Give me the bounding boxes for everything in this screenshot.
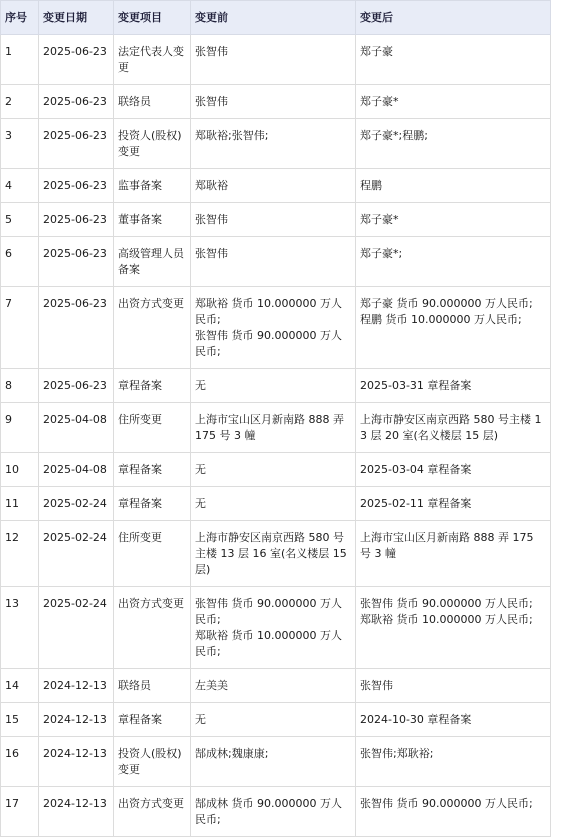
table-row	[1, 35, 551, 85]
cell-item: 监事备案	[114, 169, 191, 203]
cell-item: 章程备案	[114, 487, 191, 521]
cell-item: 高级管理人员备案	[114, 237, 191, 287]
cell-item: 投资人(股权)变更	[114, 737, 191, 787]
cell-after: 2025-02-11 章程备案	[356, 487, 551, 521]
cell-no: 11	[1, 487, 39, 521]
cell-item: 出资方式变更	[114, 787, 191, 837]
cell-date: 2025-06-23	[39, 369, 114, 403]
table-row	[1, 587, 551, 669]
cell-date: 2024-12-13	[39, 787, 114, 837]
cell-date: 2025-04-08	[39, 453, 114, 487]
cell-before: 无	[191, 369, 356, 403]
cell-after: 郑子豪 货币 90.000000 万人民币; 程鹏 货币 10.000000 万人民币;	[356, 287, 551, 369]
cell-no: 12	[1, 521, 39, 587]
header-row	[1, 1, 551, 35]
cell-date: 2025-04-08	[39, 403, 114, 453]
table-row	[1, 521, 551, 587]
table-row	[1, 369, 551, 403]
cell-before: 郜成林 货币 90.000000 万人民币;	[191, 787, 356, 837]
cell-date: 2024-12-13	[39, 669, 114, 703]
cell-before: 张智伟	[191, 237, 356, 287]
cell-item: 法定代表人变更	[114, 35, 191, 85]
table-row	[1, 203, 551, 237]
cell-item: 出资方式变更	[114, 287, 191, 369]
cell-date: 2025-06-23	[39, 203, 114, 237]
cell-no: 3	[1, 119, 39, 169]
cell-item: 联络员	[114, 669, 191, 703]
cell-item: 章程备案	[114, 453, 191, 487]
cell-no: 5	[1, 203, 39, 237]
table-row	[1, 737, 551, 787]
cell-before: 上海市宝山区月新南路 888 弄 175 号 3 幢	[191, 403, 356, 453]
cell-before: 郑耿裕;张智伟;	[191, 119, 356, 169]
cell-item: 住所变更	[114, 521, 191, 587]
cell-no: 15	[1, 703, 39, 737]
table-row	[1, 287, 551, 369]
cell-after: 张智伟	[356, 669, 551, 703]
cell-no: 8	[1, 369, 39, 403]
cell-after: 2025-03-04 章程备案	[356, 453, 551, 487]
cell-date: 2024-12-13	[39, 703, 114, 737]
header-after: 变更后	[356, 1, 551, 35]
cell-before: 无	[191, 487, 356, 521]
cell-no: 13	[1, 587, 39, 669]
cell-date: 2025-06-23	[39, 119, 114, 169]
cell-after: 郑子豪	[356, 35, 551, 85]
cell-no: 16	[1, 737, 39, 787]
cell-no: 7	[1, 287, 39, 369]
header-before: 变更前	[191, 1, 356, 35]
cell-after: 程鹏	[356, 169, 551, 203]
cell-before: 张智伟 货币 90.000000 万人民币; 郑耿裕 货币 10.000000 万人民币;	[191, 587, 356, 669]
cell-item: 章程备案	[114, 369, 191, 403]
table-row	[1, 669, 551, 703]
cell-before: 张智伟	[191, 85, 356, 119]
cell-before: 郜成林;魏康康;	[191, 737, 356, 787]
table-row	[1, 703, 551, 737]
cell-after: 张智伟 货币 90.000000 万人民币;	[356, 787, 551, 837]
cell-after: 郑子豪*	[356, 203, 551, 237]
cell-after: 上海市静安区南京西路 580 号主楼 13 层 20 室(名义楼层 15 层)	[356, 403, 551, 453]
table-row	[1, 453, 551, 487]
cell-item: 住所变更	[114, 403, 191, 453]
table-row	[1, 237, 551, 287]
cell-no: 10	[1, 453, 39, 487]
cell-item: 董事备案	[114, 203, 191, 237]
cell-date: 2025-02-24	[39, 587, 114, 669]
table-row	[1, 403, 551, 453]
cell-after: 上海市宝山区月新南路 888 弄 175 号 3 幢	[356, 521, 551, 587]
cell-date: 2025-06-23	[39, 237, 114, 287]
table-row	[1, 787, 551, 837]
cell-after: 张智伟;郑耿裕;	[356, 737, 551, 787]
header-item: 变更项目	[114, 1, 191, 35]
cell-no: 2	[1, 85, 39, 119]
cell-after: 郑子豪*;程鹏;	[356, 119, 551, 169]
cell-before: 张智伟	[191, 203, 356, 237]
cell-after: 2025-03-31 章程备案	[356, 369, 551, 403]
cell-before: 郑耿裕	[191, 169, 356, 203]
cell-after: 2024-10-30 章程备案	[356, 703, 551, 737]
cell-item: 联络员	[114, 85, 191, 119]
cell-date: 2025-02-24	[39, 487, 114, 521]
cell-no: 1	[1, 35, 39, 85]
table-row	[1, 487, 551, 521]
cell-no: 17	[1, 787, 39, 837]
cell-date: 2025-06-23	[39, 35, 114, 85]
cell-before: 张智伟	[191, 35, 356, 85]
cell-no: 9	[1, 403, 39, 453]
header-no: 序号	[1, 1, 39, 35]
cell-date: 2024-12-13	[39, 737, 114, 787]
cell-after: 张智伟 货币 90.000000 万人民币; 郑耿裕 货币 10.000000 万人民币;	[356, 587, 551, 669]
cell-after: 郑子豪*;	[356, 237, 551, 287]
cell-date: 2025-06-23	[39, 169, 114, 203]
cell-item: 章程备案	[114, 703, 191, 737]
cell-before: 无	[191, 703, 356, 737]
cell-date: 2025-06-23	[39, 85, 114, 119]
cell-no: 4	[1, 169, 39, 203]
cell-before: 郑耿裕 货币 10.000000 万人民币; 张智伟 货币 90.000000 万人民币;	[191, 287, 356, 369]
cell-item: 出资方式变更	[114, 587, 191, 669]
cell-after: 郑子豪*	[356, 85, 551, 119]
table-row	[1, 169, 551, 203]
cell-date: 2025-02-24	[39, 521, 114, 587]
table-row	[1, 119, 551, 169]
cell-item: 投资人(股权)变更	[114, 119, 191, 169]
cell-date: 2025-06-23	[39, 287, 114, 369]
cell-before: 左美美	[191, 669, 356, 703]
table-row	[1, 85, 551, 119]
cell-before: 无	[191, 453, 356, 487]
header-date: 变更日期	[39, 1, 114, 35]
cell-no: 14	[1, 669, 39, 703]
cell-no: 6	[1, 237, 39, 287]
cell-before: 上海市静安区南京西路 580 号主楼 13 层 16 室(名义楼层 15 层)	[191, 521, 356, 587]
